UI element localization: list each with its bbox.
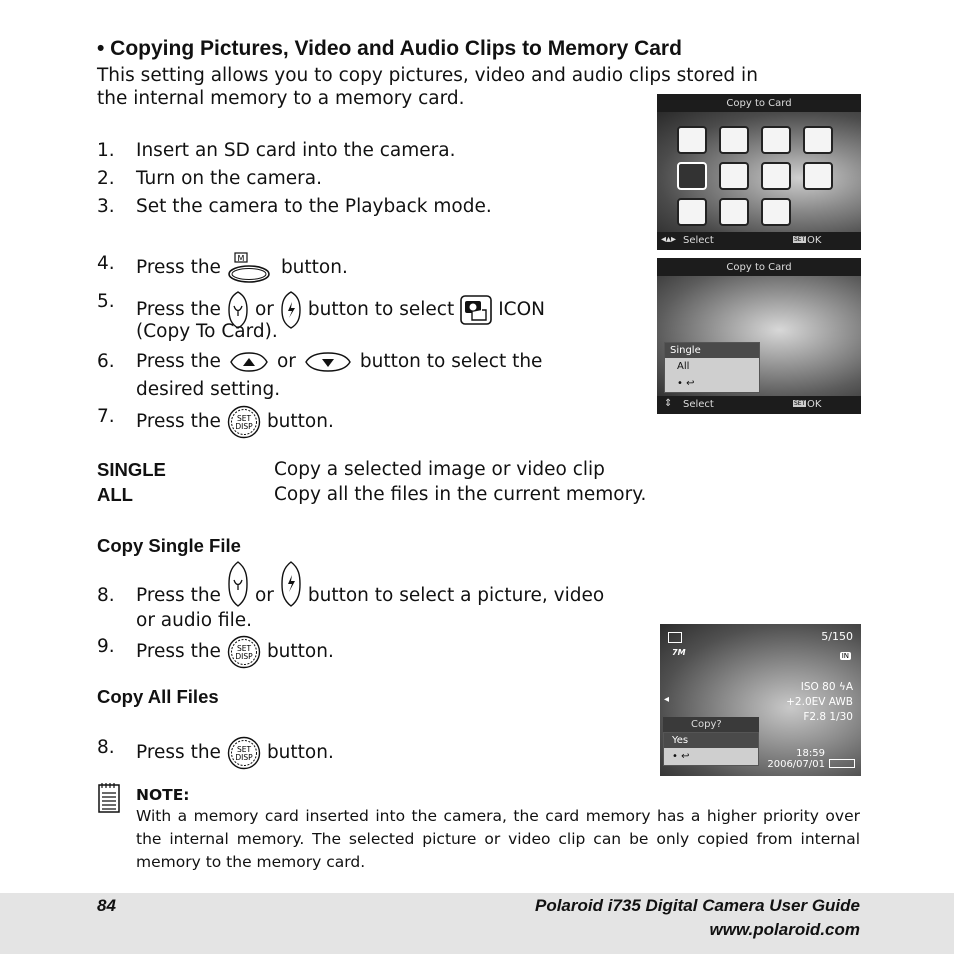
intro-text-line2: the internal memory to a memory card. [97,88,465,109]
screenshot-copy-to-card-menu [657,94,861,250]
svg-text:DISP: DISP [235,652,253,661]
svg-text:M: M [237,254,245,263]
svg-text:SET: SET [236,644,251,653]
down-button-icon [304,351,352,373]
set-disp-button-icon [227,635,261,669]
svg-text:DISP: DISP [235,422,253,431]
note-text: With a memory card inserted into the camera, the card memory has a higher priority over the internal memory. The selected picture or video clip can be only copied from internal memory to the memory card. [136,807,860,871]
timestamp: 18:59 2006/07/01 [767,748,825,770]
resize-icon [803,162,833,190]
guide-title: Polaroid i735 Digital Camera User Guide [534,896,860,915]
step-5-line2: (Copy To Card). [136,321,278,342]
svg-text:SET: SET [236,414,251,423]
left-macro-button-icon [227,560,249,608]
back-arrow-icon: ↩ [681,751,690,762]
intro-text-line1: This setting allows you to copy pictures, video and audio clips stored in [97,65,758,86]
copy-all-heading: Copy All Files [97,686,219,707]
set-disp-button-icon [227,736,261,770]
option-single[interactable]: Single [665,343,759,358]
copy-confirm-dialog [663,717,759,766]
playback-icon [668,632,682,643]
set-disp-button-icon [227,405,261,439]
navigate-arrows-icon: ◂▴▸ [661,234,677,245]
copy-single-step-8-line2: or audio file. [136,610,253,631]
page-number: 84 [97,896,116,915]
set-key-badge: SET [794,400,806,407]
image-counter: 5/150 [821,630,853,643]
setup-icon [761,198,791,226]
up-down-arrows-icon: ⇕ [664,398,673,409]
copy-options-popup [664,342,760,393]
section-title: • Copying Pictures, Video and Audio Clips to Memory Card [97,37,682,60]
dpof-icon [761,162,791,190]
screenshot-playback-copy [660,624,861,776]
step-6-line2: desired setting. [136,379,281,400]
option-yes[interactable]: Yes [664,733,758,748]
definition-term-all: ALL [97,484,133,505]
copy-to-card-icon [460,295,492,325]
slideshow-icon [761,126,791,154]
internal-memory-icon: IN [841,652,849,660]
rotate-icon [803,126,833,154]
screen-footer: ◂▴▸ Select SET OK [657,232,861,250]
resolution-badge: 7M [672,648,686,657]
svg-text:SET: SET [236,745,251,754]
website-url[interactable]: www.polaroid.com [709,920,860,939]
exposure-info: ISO 80 ϟA +2.0EV AWB F2.8 1/30 [786,681,853,723]
frame-icon [719,198,749,226]
definition-desc-all: Copy all the files in the current memory. [274,484,647,505]
red-eye-icon [719,162,749,190]
back-arrow-icon: ↩ [686,378,695,389]
battery-icon [829,759,855,768]
protect-icon [677,126,707,154]
delete-icon [719,126,749,154]
menu-button-icon [227,252,275,284]
note-icon [97,782,121,814]
copy-to-card-menu-icon[interactable] [677,162,707,190]
screen-header: Copy to Card [657,258,861,276]
screen-header: Copy to Card [657,94,861,112]
flash-icon: ϟ [838,681,846,693]
set-key-badge: SET [794,236,806,243]
copy-single-heading: Copy Single File [97,535,241,556]
left-arrow-icon: ◂ [664,694,670,705]
option-all[interactable]: All [677,361,690,372]
definition-desc-single: Copy a selected image or video clip [274,459,605,480]
up-button-icon [229,351,269,373]
screen-footer: ⇕ Select SET OK [657,396,861,414]
right-flash-button-icon [280,290,302,330]
definition-term-single: SINGLE [97,459,166,480]
dialog-title: Copy? [663,717,759,732]
screenshot-copy-to-card-options [657,258,861,414]
option-back[interactable]: • ↩ [677,378,695,389]
option-back[interactable]: • ↩ [672,751,690,762]
right-flash-button-icon [280,560,302,608]
note-label: NOTE: [136,786,190,804]
svg-text:DISP: DISP [235,753,253,762]
voice-memo-icon [677,198,707,226]
